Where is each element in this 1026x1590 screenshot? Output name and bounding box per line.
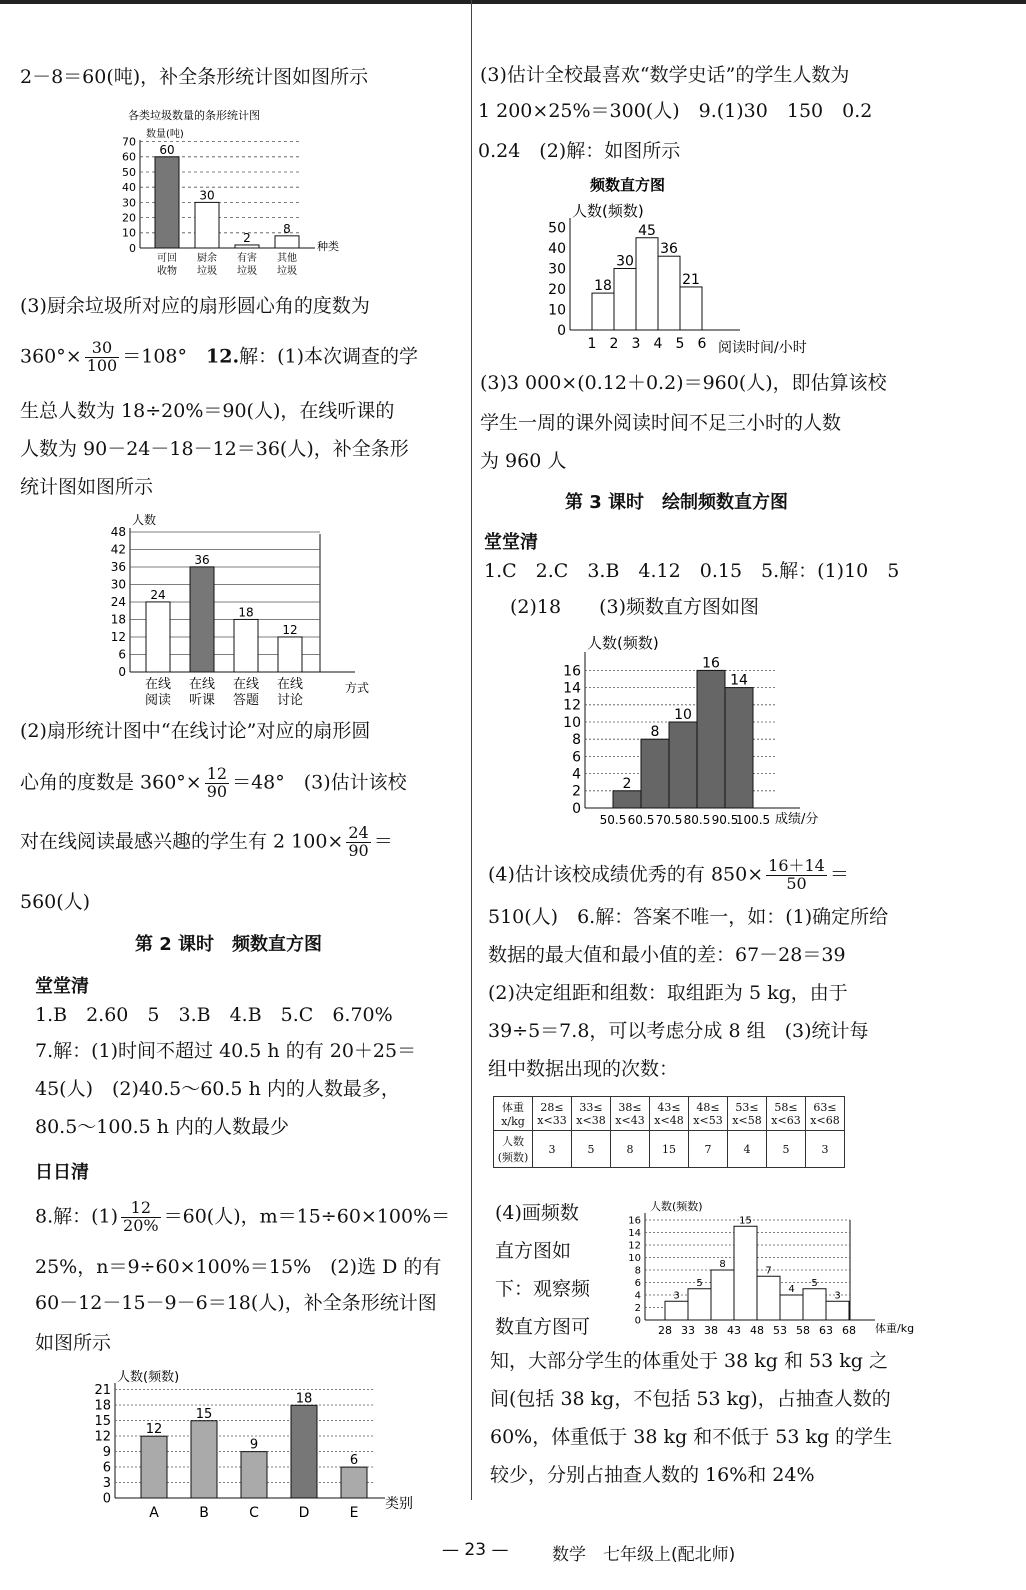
bar bbox=[275, 236, 299, 248]
text-line: 为 960 人 bbox=[480, 450, 567, 472]
text-line: 下：观察频 bbox=[495, 1278, 591, 1300]
chart-title: 各类垃圾数量的条形统计图 bbox=[128, 109, 260, 122]
y-tick-label: 24 bbox=[110, 595, 126, 610]
x-axis-label: 方式 bbox=[345, 681, 370, 695]
y-tick-label: 8 bbox=[572, 732, 581, 749]
text-line: 人数为 90－24－18－12＝36(人)，补全条形 bbox=[20, 438, 409, 460]
x-tick-label: 38 bbox=[704, 1324, 718, 1337]
y-tick-label: 30 bbox=[110, 577, 126, 592]
bar bbox=[592, 293, 614, 330]
data-label: 16 bbox=[702, 655, 720, 672]
data-label: 3 bbox=[834, 1290, 841, 1302]
bar bbox=[669, 722, 697, 808]
data-label: 18 bbox=[594, 278, 612, 295]
bars bbox=[592, 223, 702, 330]
data-label: 36 bbox=[194, 552, 210, 567]
y-tick-label: 14 bbox=[628, 1228, 641, 1239]
x-tick-label: 53 bbox=[773, 1324, 787, 1337]
x-tick-label: 63 bbox=[819, 1324, 833, 1337]
y-tick-label: 18 bbox=[110, 612, 126, 627]
text-line: 心角的度数是 360°× $\frac{12}{90}$ ＝48° (3)估计该校 bbox=[20, 764, 407, 801]
y-tick-label: 10 bbox=[548, 302, 566, 319]
bars bbox=[145, 553, 303, 708]
text-line: 510(人) 6.解：答案不唯一，如：(1)确定所给 bbox=[488, 906, 889, 928]
x-ticks bbox=[658, 1324, 856, 1337]
column-divider bbox=[471, 0, 472, 1500]
category-label: 在线 bbox=[232, 677, 260, 692]
data-label: 15 bbox=[739, 1215, 752, 1227]
bar bbox=[155, 157, 179, 248]
data-label: 3 bbox=[673, 1290, 680, 1302]
bars bbox=[141, 1391, 367, 1521]
data-label: 45 bbox=[638, 222, 656, 239]
data-label: 12 bbox=[282, 622, 298, 637]
chart-online bbox=[100, 510, 390, 720]
x-tick-label: 5 bbox=[675, 336, 685, 352]
data-label: 24 bbox=[150, 587, 166, 602]
y-tick-label: 30 bbox=[548, 261, 566, 278]
data-label: 18 bbox=[238, 605, 254, 620]
y-tick-label: 9 bbox=[102, 1445, 111, 1461]
text-line: 统计图如图所示 bbox=[20, 476, 154, 498]
bar bbox=[711, 1270, 734, 1320]
text-line: 0.24 (2)解：如图所示 bbox=[478, 140, 681, 162]
x-tick-label: 70.5 bbox=[655, 813, 683, 827]
text-line: (4)画频数 bbox=[495, 1202, 579, 1224]
y-ticks bbox=[94, 1383, 375, 1507]
text-line: 560(人) bbox=[20, 891, 91, 913]
category-label: 在线 bbox=[188, 677, 216, 692]
data-label: 6 bbox=[349, 1453, 359, 1469]
x-tick-label: 80.5 bbox=[683, 813, 711, 827]
data-label: 21 bbox=[682, 271, 700, 288]
y-tick-label: 16 bbox=[628, 1215, 641, 1227]
text-line: 1 200×25%＝300(人) 9.(1)30 150 0.2 bbox=[478, 100, 873, 122]
bar bbox=[641, 739, 669, 808]
y-tick-label: 10 bbox=[563, 714, 581, 731]
x-tick-label: 58 bbox=[796, 1324, 810, 1337]
table-head: 人数 (频数) bbox=[494, 1131, 533, 1168]
x-tick-label: 68 bbox=[842, 1324, 856, 1337]
y-tick-label: 10 bbox=[628, 1253, 641, 1264]
x-axis-label: 体重/kg bbox=[875, 1322, 915, 1335]
x-tick-label: 60.5 bbox=[627, 813, 655, 827]
bar bbox=[697, 670, 725, 808]
y-tick-label: 8 bbox=[634, 1265, 641, 1277]
x-tick-label: 1 bbox=[587, 336, 597, 352]
y-tick-label: 21 bbox=[94, 1383, 111, 1399]
y-tick-label: 16 bbox=[563, 663, 581, 680]
x-axis-label: 种类 bbox=[317, 240, 339, 253]
category-label: 其他 bbox=[277, 253, 297, 264]
y-tick-label: 70 bbox=[122, 135, 136, 149]
x-axis-label: 类别 bbox=[385, 1496, 413, 1512]
bar bbox=[688, 1289, 711, 1320]
y-tick-label: 0 bbox=[572, 800, 581, 817]
y-tick-label: 0 bbox=[118, 665, 126, 680]
text-line: (2)扇形统计图中“在线讨论”对应的扇形圆 bbox=[20, 720, 371, 742]
x-tick-label: 48 bbox=[750, 1324, 764, 1337]
fraction: $\frac{30}{100}$ bbox=[86, 338, 118, 375]
y-axis-label: 数量(吨) bbox=[146, 129, 184, 140]
y-tick-label: 6 bbox=[572, 749, 581, 766]
text-line: 直方图如 bbox=[495, 1240, 572, 1262]
y-tick-label: 42 bbox=[110, 542, 126, 557]
data-label: 36 bbox=[660, 241, 678, 258]
text-line: 数直方图可 bbox=[495, 1316, 591, 1338]
bar bbox=[341, 1467, 367, 1498]
data-label: 2 bbox=[622, 775, 632, 792]
bar bbox=[141, 1436, 167, 1498]
chart-category bbox=[85, 1365, 435, 1525]
x-ticks bbox=[588, 336, 707, 352]
category-label: 在线 bbox=[144, 677, 172, 692]
data-label: 2 bbox=[243, 230, 251, 245]
x-ticks bbox=[600, 813, 771, 827]
y-tick-label: 4 bbox=[634, 1290, 641, 1302]
section-heading: 第 3 课时 绘制频数直方图 bbox=[565, 492, 789, 513]
text-line: 7.解：(1)时间不超过 40.5 h 的有 20＋25＝ bbox=[35, 1040, 417, 1062]
y-tick-label: 50 bbox=[122, 165, 136, 179]
category-label: B bbox=[199, 1505, 209, 1521]
category-label: D bbox=[298, 1505, 310, 1521]
category-label: 讨论 bbox=[276, 693, 304, 708]
text-line: 对在线阅读最感兴趣的学生有 2 100× $\frac{24}{90}$ ＝ bbox=[20, 823, 393, 860]
category-label: E bbox=[349, 1505, 359, 1521]
category-label: 答题 bbox=[232, 693, 260, 708]
text-line: 60－12－15－9－6＝18(人)，补全条形统计图 bbox=[35, 1292, 437, 1314]
chart-waste bbox=[110, 105, 360, 285]
x-tick-label: 4 bbox=[653, 336, 663, 352]
data-label: 18 bbox=[295, 1391, 313, 1407]
data-label: 8 bbox=[650, 724, 660, 741]
table-head: 体重 x/kg bbox=[494, 1097, 533, 1131]
text-line: 45(人) (2)40.5～60.5 h 内的人数最多， bbox=[35, 1078, 400, 1100]
chart-reading bbox=[530, 168, 850, 358]
x-tick-label: 2 bbox=[609, 336, 619, 352]
category-label: C bbox=[249, 1505, 259, 1521]
weight-table: 体重 x/kg 28≤ x<33 33≤ x<38 38≤ x<43 43≤ x<48 48≤ x<53 53≤ x<58 58≤ x<63 63≤ x<68 人数 (频数) 3 5 8 15 7 4 5 3 bbox=[493, 1096, 845, 1168]
bar bbox=[614, 269, 636, 331]
sub-heading: 堂堂清 bbox=[35, 976, 89, 997]
y-tick-label: 0 bbox=[102, 1491, 111, 1507]
x-tick-label: 90.5 bbox=[711, 813, 739, 827]
bar bbox=[757, 1276, 780, 1320]
data-label: 8 bbox=[283, 221, 291, 236]
x-tick-label: 28 bbox=[658, 1324, 672, 1337]
category-label: A bbox=[149, 1505, 159, 1521]
y-tick-label: 2 bbox=[572, 783, 581, 800]
x-tick-label: 43 bbox=[727, 1324, 741, 1337]
y-tick-label: 12 bbox=[94, 1429, 111, 1445]
y-tick-label: 0 bbox=[634, 1315, 641, 1327]
bar bbox=[146, 602, 170, 672]
book-title: 数学 七年级上(配北师) bbox=[552, 1545, 736, 1565]
text-line: 生总人数为 18÷20%＝90(人)，在线听课的 bbox=[20, 400, 395, 422]
y-tick-label: 36 bbox=[110, 560, 126, 575]
y-tick-label: 30 bbox=[122, 196, 136, 210]
data-label: 14 bbox=[730, 672, 748, 689]
y-tick-label: 18 bbox=[94, 1398, 111, 1414]
bar bbox=[241, 1452, 267, 1498]
bar bbox=[826, 1301, 849, 1320]
chart-score bbox=[545, 628, 835, 833]
y-axis-label: 人数(频数) bbox=[650, 1200, 703, 1213]
y-tick-label: 0 bbox=[129, 241, 136, 255]
data-label: 15 bbox=[195, 1406, 213, 1422]
category-label: 垃圾 bbox=[277, 266, 297, 277]
data-label: 10 bbox=[674, 707, 692, 723]
y-tick-label: 14 bbox=[563, 680, 581, 697]
text-line: 1.C 2.C 3.B 4.12 0.15 5.解：(1)10 5 bbox=[484, 560, 900, 582]
y-tick-label: 6 bbox=[118, 647, 126, 662]
y-axis-label: 人数(频数) bbox=[587, 634, 659, 652]
data-label: 9 bbox=[249, 1437, 259, 1453]
category-label: 有害 bbox=[237, 253, 257, 264]
y-axis-label: 人数(频数) bbox=[117, 1370, 180, 1385]
data-label: 5 bbox=[696, 1277, 703, 1289]
data-label: 4 bbox=[788, 1284, 795, 1295]
y-tick-label: 15 bbox=[94, 1414, 111, 1430]
text-line: 1.B 2.60 5 3.B 4.B 5.C 6.70% bbox=[35, 1004, 393, 1026]
data-label: 30 bbox=[616, 253, 634, 270]
x-tick-label: 33 bbox=[681, 1324, 695, 1337]
x-tick-label: 6 bbox=[697, 336, 707, 352]
category-label: 阅读 bbox=[144, 693, 172, 708]
y-tick-label: 0 bbox=[557, 322, 566, 339]
x-tick-label: 100.5 bbox=[735, 813, 771, 827]
x-axis-label: 阅读时间/小时 bbox=[718, 340, 807, 356]
y-tick-label: 12 bbox=[110, 630, 126, 645]
y-tick-label: 6 bbox=[634, 1278, 641, 1289]
text-line: (3)厨余垃圾所对应的扇形圆心角的度数为 bbox=[20, 295, 370, 317]
bar bbox=[613, 791, 641, 808]
text-line: (3)估计全校最喜欢“数学史话”的学生人数为 bbox=[480, 64, 850, 86]
bar bbox=[234, 619, 258, 672]
text-line: (2)18 (3)频数直方图如图 bbox=[510, 596, 760, 618]
text-line: 较少，分别占抽查人数的 16%和 24% bbox=[490, 1464, 815, 1486]
y-ticks bbox=[548, 220, 566, 339]
category-label: 在线 bbox=[276, 677, 304, 692]
data-label: 7 bbox=[765, 1265, 772, 1277]
section-heading: 第 2 课时 频数直方图 bbox=[135, 934, 323, 955]
chart-weight bbox=[620, 1198, 925, 1338]
category-label: 厨余 bbox=[197, 253, 217, 264]
data-label: 30 bbox=[199, 188, 215, 203]
text-line: 80.5～100.5 h 内的人数最少 bbox=[35, 1116, 290, 1138]
y-tick-label: 60 bbox=[122, 150, 136, 164]
bar bbox=[278, 637, 302, 672]
text-line: 2－8＝60(吨)，补全条形统计图如图所示 bbox=[20, 66, 369, 88]
text-line: 知，大部分学生的体重处于 38 kg 和 53 kg 之 bbox=[490, 1350, 888, 1372]
y-tick-label: 4 bbox=[572, 766, 581, 783]
text-line: 间(包括 38 kg，不包括 53 kg)，占抽查人数的 bbox=[490, 1388, 891, 1410]
bars bbox=[155, 143, 299, 277]
bar bbox=[191, 1421, 217, 1498]
bars bbox=[665, 1215, 849, 1320]
text-line: (4)估计该校成绩优秀的有 850× $\frac{16+14}{50}$ ＝ bbox=[488, 856, 849, 893]
bar bbox=[190, 567, 214, 672]
y-tick-label: 2 bbox=[634, 1303, 641, 1314]
chart-title: 频数直方图 bbox=[590, 176, 666, 194]
text-line: (3)3 000×(0.12＋0.2)＝960(人)，即估算该校 bbox=[480, 372, 887, 394]
data-label: 60 bbox=[159, 142, 175, 157]
text-line: 39÷5＝7.8，可以考虑分成 8 组 (3)统计每 bbox=[488, 1020, 869, 1042]
bar bbox=[780, 1295, 803, 1320]
bar bbox=[195, 202, 219, 248]
bar bbox=[291, 1405, 317, 1498]
category-label: 垃圾 bbox=[237, 266, 257, 277]
y-tick-label: 10 bbox=[122, 226, 136, 240]
bar bbox=[680, 287, 702, 330]
category-label: 听课 bbox=[188, 693, 216, 708]
sub-heading: 堂堂清 bbox=[484, 532, 538, 553]
y-tick-label: 20 bbox=[122, 211, 136, 225]
y-tick-label: 40 bbox=[122, 181, 136, 195]
data-label: 8 bbox=[719, 1259, 726, 1270]
page-number: — 23 — bbox=[442, 1540, 509, 1560]
text-line: 360°× $\frac{30}{100}$ ＝108° 12.解：(1)本次调查的学 bbox=[20, 338, 418, 375]
text-line: 25%，n＝9÷60×100%＝15% (2)选 D 的有 bbox=[35, 1256, 442, 1278]
data-label: 5 bbox=[811, 1277, 818, 1289]
text-line: 数据的最大值和最小值的差：67－28＝39 bbox=[488, 944, 846, 966]
bars bbox=[613, 655, 753, 808]
bar bbox=[803, 1289, 826, 1320]
category-label: 垃圾 bbox=[197, 266, 217, 277]
y-tick-label: 20 bbox=[548, 281, 566, 298]
y-tick-label: 48 bbox=[110, 525, 126, 540]
text-line: 组中数据出现的次数： bbox=[488, 1058, 679, 1080]
x-tick-label: 50.5 bbox=[599, 813, 627, 827]
bar bbox=[235, 245, 259, 248]
category-label: 可回 bbox=[157, 253, 177, 264]
y-tick-label: 50 bbox=[548, 220, 566, 237]
y-tick-label: 3 bbox=[102, 1476, 111, 1492]
bar bbox=[658, 256, 680, 330]
category-label: 收物 bbox=[157, 266, 177, 277]
text-line: 8.解：(1) $\frac{12}{20\%}$ ＝60(人)，m＝15÷60×100%＝ bbox=[35, 1198, 451, 1235]
x-axis-label: 成绩/分 bbox=[775, 812, 819, 827]
text-line: 60%，体重低于 38 kg 和不低于 53 kg 的学生 bbox=[490, 1426, 893, 1448]
bar bbox=[725, 688, 753, 808]
text-line: 学生一周的课外阅读时间不足三小时的人数 bbox=[480, 412, 842, 434]
y-axis-label: 人数(频数) bbox=[572, 202, 644, 220]
y-tick-label: 6 bbox=[102, 1460, 111, 1476]
y-tick-label: 12 bbox=[563, 697, 581, 714]
bar bbox=[665, 1301, 688, 1320]
text-line: (2)决定组距和组数：取组距为 5 kg，由于 bbox=[488, 982, 848, 1004]
bar bbox=[734, 1226, 757, 1320]
text-line: 如图所示 bbox=[35, 1332, 112, 1354]
top-border bbox=[0, 0, 1026, 4]
y-tick-label: 40 bbox=[548, 240, 566, 257]
bar bbox=[636, 238, 658, 330]
y-tick-label: 12 bbox=[628, 1240, 641, 1252]
sub-heading: 日日清 bbox=[35, 1162, 89, 1183]
x-tick-label: 3 bbox=[631, 336, 641, 352]
y-axis-label: 人数 bbox=[132, 513, 157, 527]
data-label: 12 bbox=[145, 1422, 163, 1438]
